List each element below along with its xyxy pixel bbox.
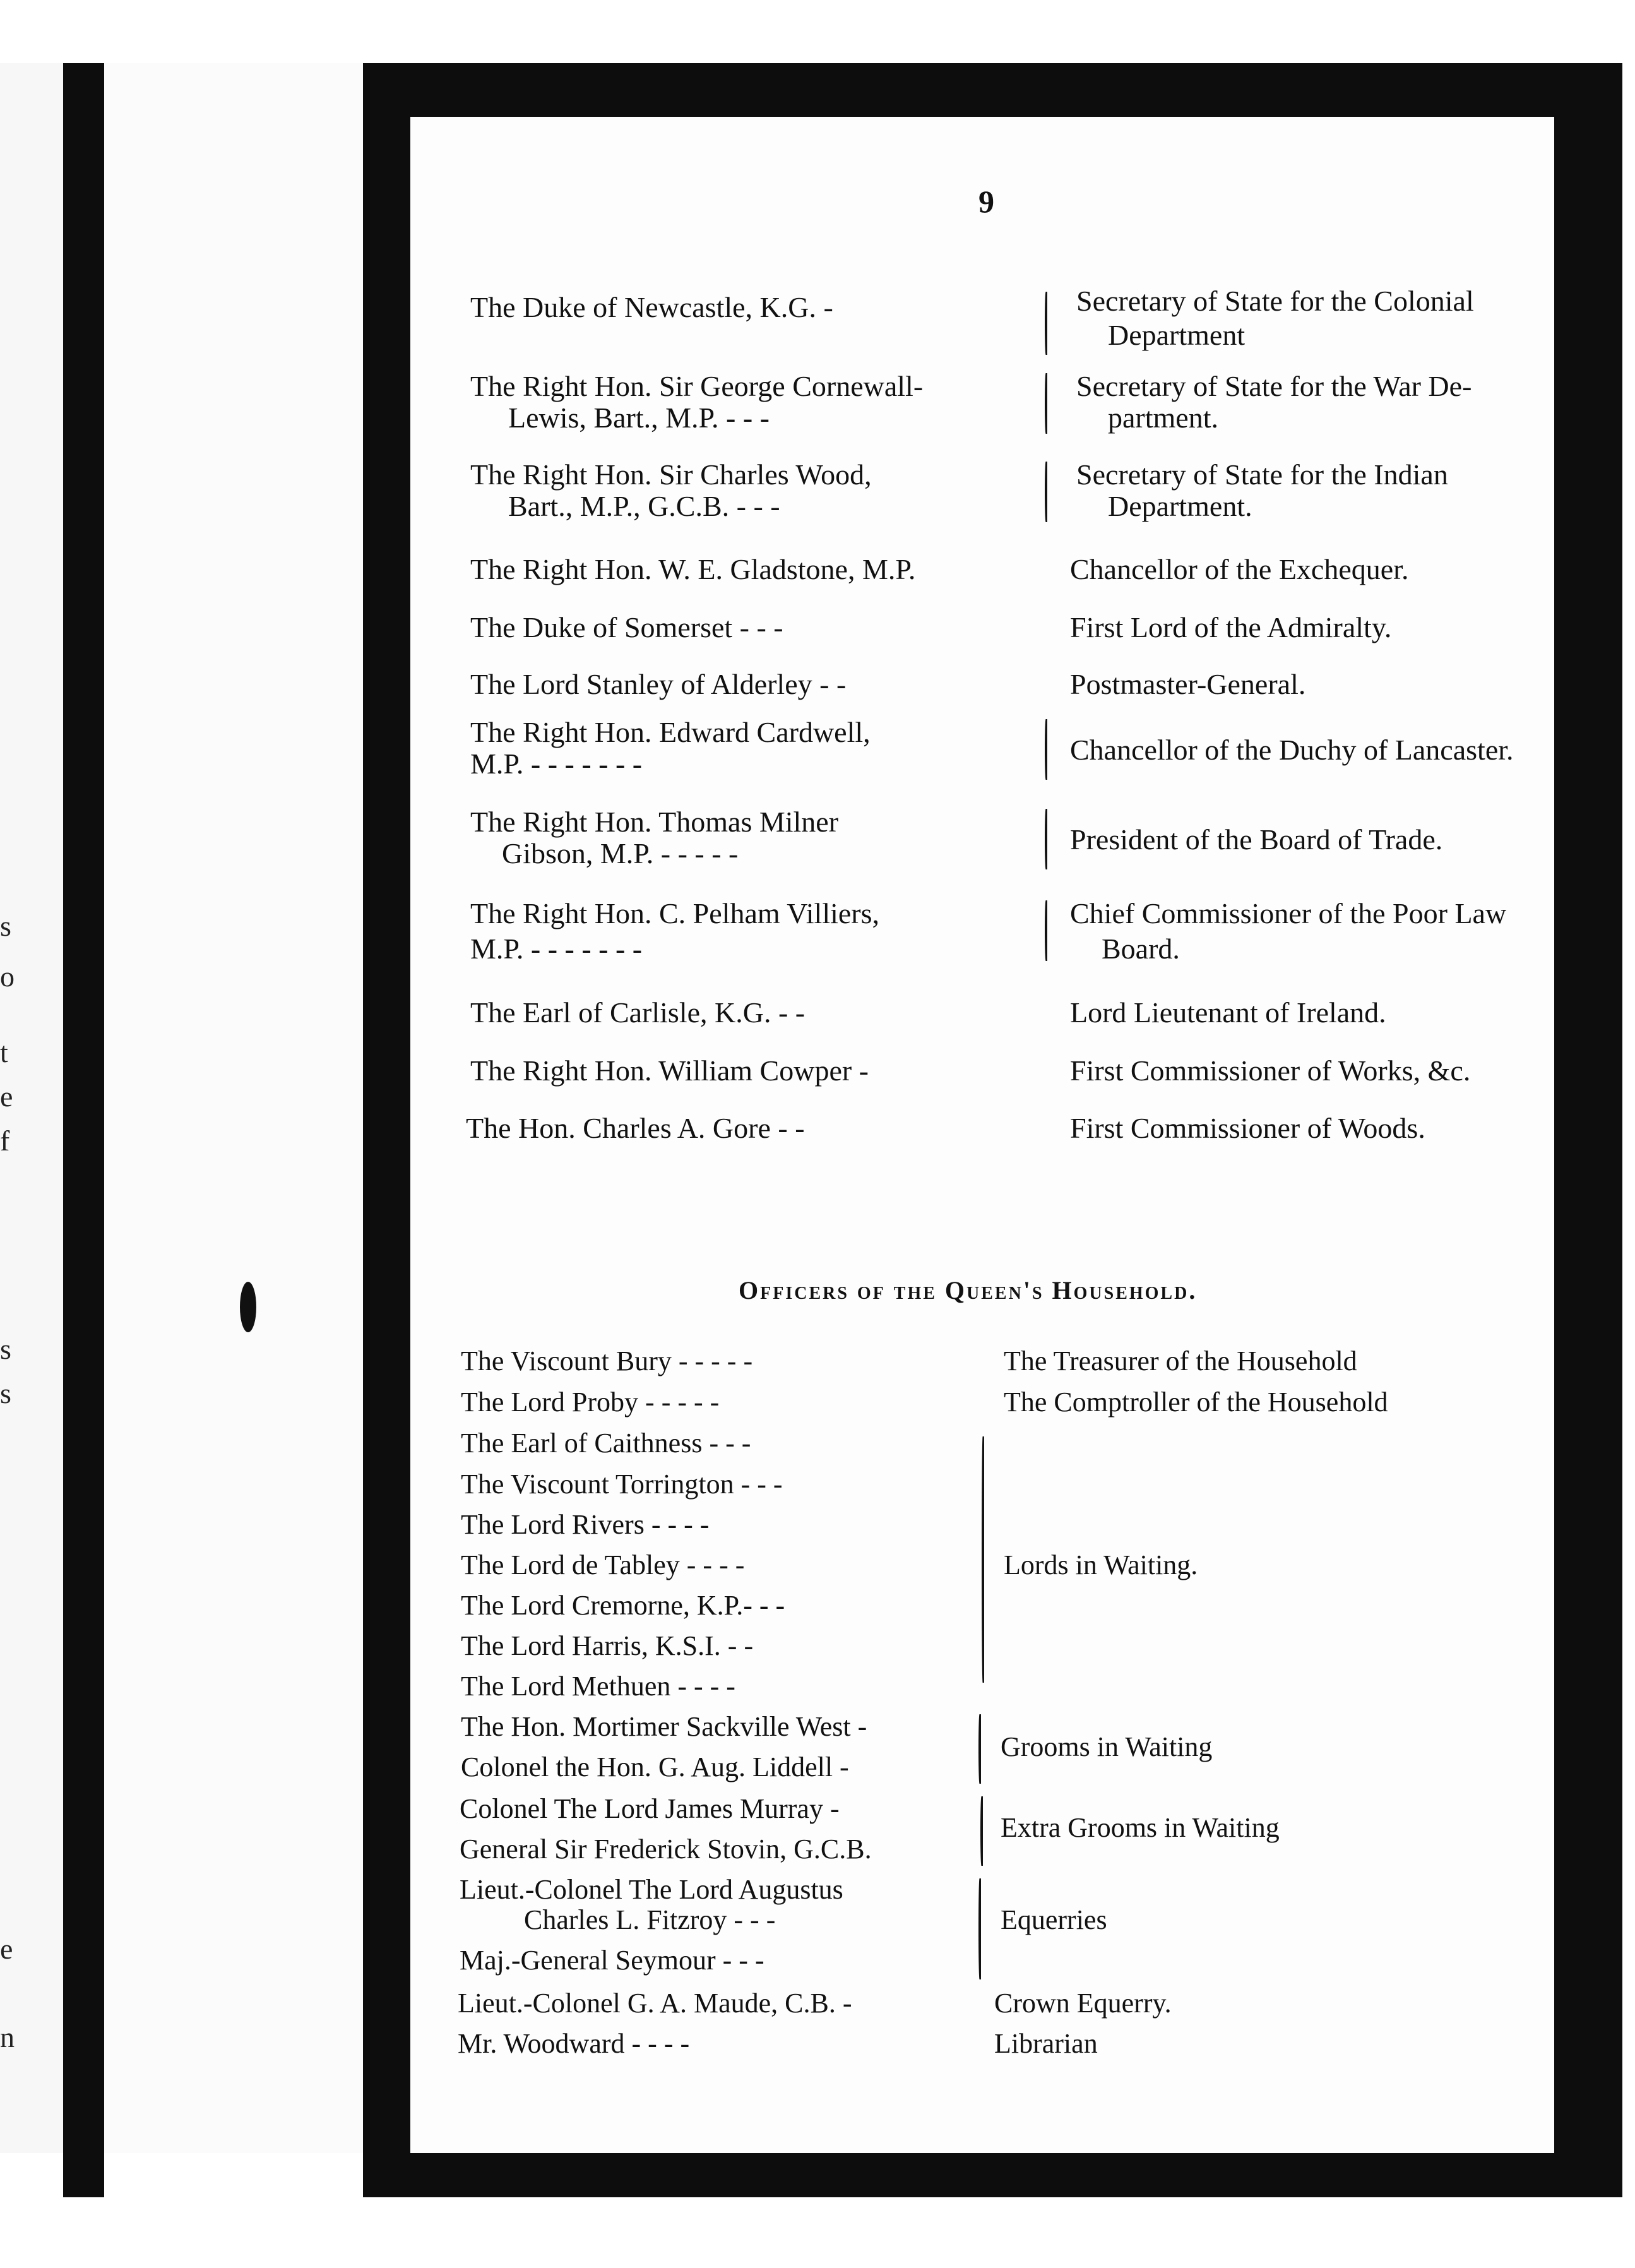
household-name: The Lord Proby - - - - -: [461, 1387, 720, 1418]
household-name: Mr. Woodward - - - -: [458, 2028, 690, 2059]
margin-fragment: e: [0, 1080, 13, 1113]
household-role: Extra Grooms in Waiting: [1001, 1812, 1280, 1843]
margin-fragment: e: [0, 1933, 13, 1965]
minister-role: Chancellor of the Duchy of Lancaster.: [1070, 734, 1514, 766]
household-role: Equerries: [1001, 1904, 1107, 1935]
margin-fragment: t: [0, 1036, 8, 1068]
margin-fragment: n: [0, 2021, 15, 2053]
margin-fragment: s: [0, 910, 11, 942]
household-name: Charles L. Fitzroy - - -: [524, 1904, 776, 1935]
brace: [1045, 292, 1047, 355]
brace: [980, 1796, 983, 1866]
minister-name: Bart., M.P., G.C.B. - - -: [508, 490, 780, 522]
minister-role: Postmaster-General.: [1070, 668, 1306, 700]
minister-name: The Right Hon. Sir Charles Wood,: [470, 458, 872, 491]
minister-role: Secretary of State for the Colonial: [1076, 285, 1474, 317]
minister-name: The Right Hon. W. E. Gladstone, M.P.: [470, 553, 916, 585]
household-role: Lords in Waiting.: [1004, 1549, 1198, 1580]
top-edge-shadow: [363, 63, 1622, 117]
minister-name: M.P. - - - - - - -: [470, 748, 643, 780]
minister-role: First Lord of the Admiralty.: [1070, 611, 1392, 643]
minister-role: Board.: [1102, 933, 1180, 965]
household-name: The Viscount Bury - - - - -: [461, 1346, 753, 1376]
household-role: Crown Equerry.: [994, 1988, 1172, 2019]
minister-name: The Right Hon. Thomas Milner: [470, 806, 839, 838]
minister-role: First Commissioner of Woods.: [1070, 1112, 1425, 1144]
blank-leaf: [104, 63, 363, 2153]
minister-name: The Lord Stanley of Alderley - -: [470, 668, 847, 700]
household-name: The Earl of Caithness - - -: [461, 1428, 751, 1459]
household-name: The Lord de Tabley - - - -: [461, 1549, 745, 1580]
page-number: 9: [978, 184, 994, 219]
household-role: Grooms in Waiting: [1001, 1731, 1213, 1762]
minister-role: Chief Commissioner of the Poor Law: [1070, 897, 1507, 929]
scan-top-margin: [0, 0, 1635, 63]
brace: [1045, 809, 1047, 869]
minister-name: The Right Hon. William Cowper -: [470, 1054, 869, 1087]
household-name: The Viscount Torrington - - -: [461, 1469, 783, 1500]
minister-name: The Right Hon. Edward Cardwell,: [470, 716, 871, 748]
household-name: Colonel the Hon. G. Aug. Liddell -: [461, 1752, 849, 1782]
minister-name: The Duke of Somerset - - -: [470, 611, 783, 643]
household-name: Colonel The Lord James Murray -: [460, 1793, 840, 1824]
section-heading: Officers of the Queen's Household.: [739, 1276, 1198, 1304]
bottom-edge-shadow: [363, 2153, 1622, 2197]
household-name: The Lord Rivers - - - -: [461, 1509, 710, 1540]
household-role: The Treasurer of the Household: [1004, 1346, 1357, 1376]
household-role: Librarian: [994, 2028, 1098, 2059]
household-name: Lieut.-Colonel The Lord Augustus: [460, 1874, 843, 1905]
binding-shadow: [63, 63, 104, 2197]
brace: [1045, 900, 1047, 961]
minister-role: partment.: [1108, 402, 1218, 434]
household-name: Maj.-General Seymour - - -: [460, 1945, 764, 1976]
margin-fragment: s: [0, 1377, 11, 1409]
brace: [982, 1436, 984, 1683]
ink-blot: [240, 1282, 256, 1332]
minister-role: Department.: [1108, 490, 1252, 522]
page-gutter-shadow: [363, 63, 410, 2197]
household-name: Lieut.-Colonel G. A. Maude, C.B. -: [458, 1988, 852, 2019]
minister-role: President of the Board of Trade.: [1070, 823, 1443, 856]
household-name: The Hon. Mortimer Sackville West -: [461, 1711, 867, 1742]
minister-role: First Commissioner of Works, &c.: [1070, 1054, 1471, 1087]
brace: [978, 1878, 981, 1979]
brace: [1045, 719, 1047, 780]
household-role: The Comptroller of the Household: [1004, 1387, 1388, 1418]
brace: [978, 1714, 981, 1784]
minister-name: The Hon. Charles A. Gore - -: [466, 1112, 805, 1144]
minister-name: Gibson, M.P. - - - - -: [502, 837, 739, 869]
minister-role: Chancellor of the Exchequer.: [1070, 553, 1409, 585]
minister-role: Secretary of State for the Indian: [1076, 458, 1448, 491]
previous-page-edge: [0, 63, 63, 2153]
margin-fragment: f: [0, 1125, 10, 1157]
margin-fragment: s: [0, 1333, 11, 1365]
right-edge-shadow: [1554, 63, 1622, 2197]
minister-name: M.P. - - - - - - -: [470, 933, 643, 965]
minister-name: Lewis, Bart., M.P. - - -: [508, 402, 770, 434]
brace: [1045, 373, 1047, 434]
minister-name: The Duke of Newcastle, K.G. -: [470, 291, 833, 323]
minister-role: Secretary of State for the War De-: [1076, 370, 1472, 402]
scan-bottom-margin: [0, 2197, 1635, 2268]
household-name: The Lord Methuen - - - -: [461, 1671, 735, 1702]
minister-role: Department: [1108, 319, 1246, 351]
household-name: The Lord Cremorne, K.P.- - -: [461, 1590, 785, 1621]
household-name: General Sir Frederick Stovin, G.C.B.: [460, 1834, 872, 1865]
minister-name: The Earl of Carlisle, K.G. - -: [470, 996, 806, 1029]
household-name: The Lord Harris, K.S.I. - -: [461, 1630, 754, 1661]
minister-name: The Right Hon. Sir George Cornewall-: [470, 370, 924, 402]
book-page: [410, 117, 1554, 2156]
margin-fragment: o: [0, 960, 15, 993]
minister-role: Lord Lieutenant of Ireland.: [1070, 996, 1386, 1029]
minister-name: The Right Hon. C. Pelham Villiers,: [470, 897, 880, 929]
brace: [1045, 462, 1047, 522]
